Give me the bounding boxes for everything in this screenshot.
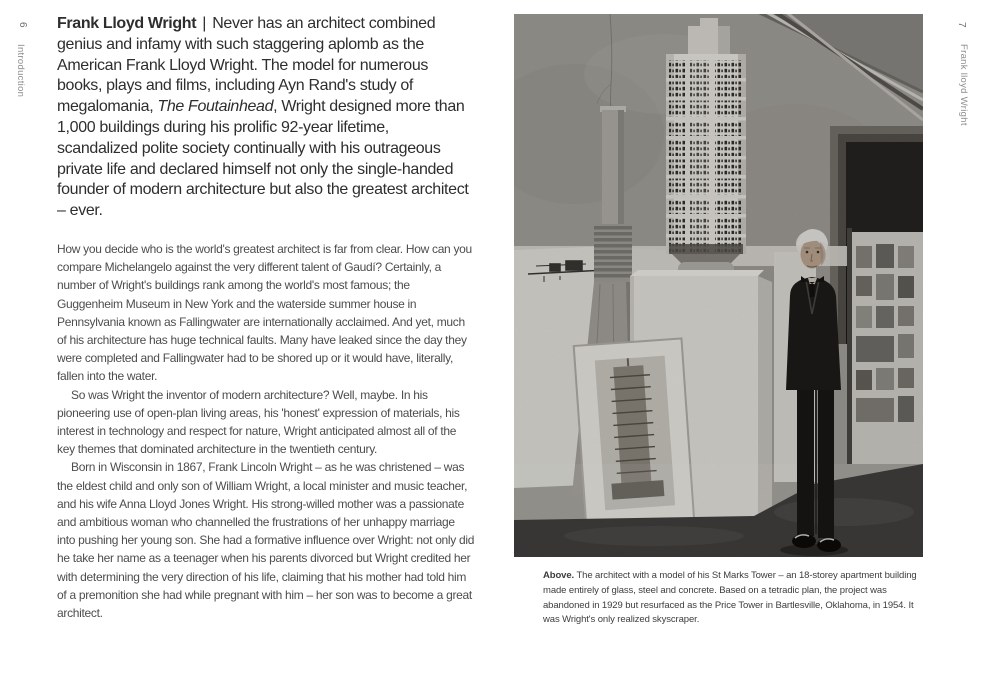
caption-text: The architect with a model of his St Marks Tower – an 18-storey apartment building made entirely of glass, steel and concrete. Based on a tetradic plan, the project was abandoned in 1929 but resurfaced as the Price Tower in Bartlesville, Oklahoma, in 1954. It was Wright's only realized skyscraper. [543, 570, 917, 626]
page-number-right: 7 [956, 22, 967, 28]
spine-label-frank-lloyd-wright: Frank lloyd Wright [958, 44, 969, 126]
intro-paragraph [57, 14, 473, 222]
photo-caption [543, 569, 927, 628]
film-grain-overlay [514, 14, 923, 557]
intro-text-after-title: , Wright designed more than 1,000 buildings during his prolific 92-year lifetime, scandalized polite society continually with his outrageous private life and declared himself not only the single-handed founder of modern architecture but also the greatest architect – ever. [57, 98, 469, 220]
paragraph-3: Born in Wisconsin in 1867, Frank Lincoln Wright – as he was christened – was the eldest child and only son of William Wright, a local minister and music teacher, and his wife Anna Lloyd Jones Wright. His strong-willed mother was a passionate and ambitious woman who channelled the frustrations of her unhappy marriage into pushing her young son. She had a formative influence over Wright: not only did he take her name as a teenager when his parents divorced but Wright credited her with determining the very direction of his life, claiming that his mother had told him of a premonition she had while pregnant with him – her son was to become a great architect. [57, 460, 475, 621]
photo-frank-lloyd-wright-st-marks-model [514, 14, 923, 557]
paragraph-2: So was Wright the inventor of modern architecture? Well, maybe. In his pioneering use of open-plan living areas, his 'honest' expression of materials, his interest in technology and respect for nature, Wright anticipated almost all of the key themes that dominated architecture in the twentieth century. [57, 387, 460, 457]
intro-lead-name: Frank Lloyd Wright [57, 15, 197, 32]
caption-label: Above. [543, 570, 575, 581]
page-number-left: 6 [17, 22, 28, 28]
intro-divider: | [202, 15, 207, 32]
intro-book-title: The Foutainhead [157, 98, 274, 116]
intro-text-before-title: Never has an architect combined genius and infamy with such staggering aplomb as the American Frank Lloyd Wright. The model for numerous books, plays and films, including Ayn Rand's study of megalomania, [57, 15, 436, 116]
photo-illustration [514, 14, 923, 557]
spine-label-introduction: Introduction [15, 44, 26, 98]
paragraph-1: How you decide who is the world's greatest architect is far from clear. How can you compare Michelangelo against the very different talent of Gaudí? Certainly, a number of Wright's buildings rank among the world's most famous; the Guggenheim Museum in New York and the waterside summer house in Pennsylvania known as Fallingwater are internationally acclaimed. And yet, much of his architecture has huge technical faults. Many have leaked since the day they were completed and Fallingwater had to be shored up or it would have, literally, fallen into the water. [57, 242, 472, 384]
body-text-column [57, 240, 475, 622]
